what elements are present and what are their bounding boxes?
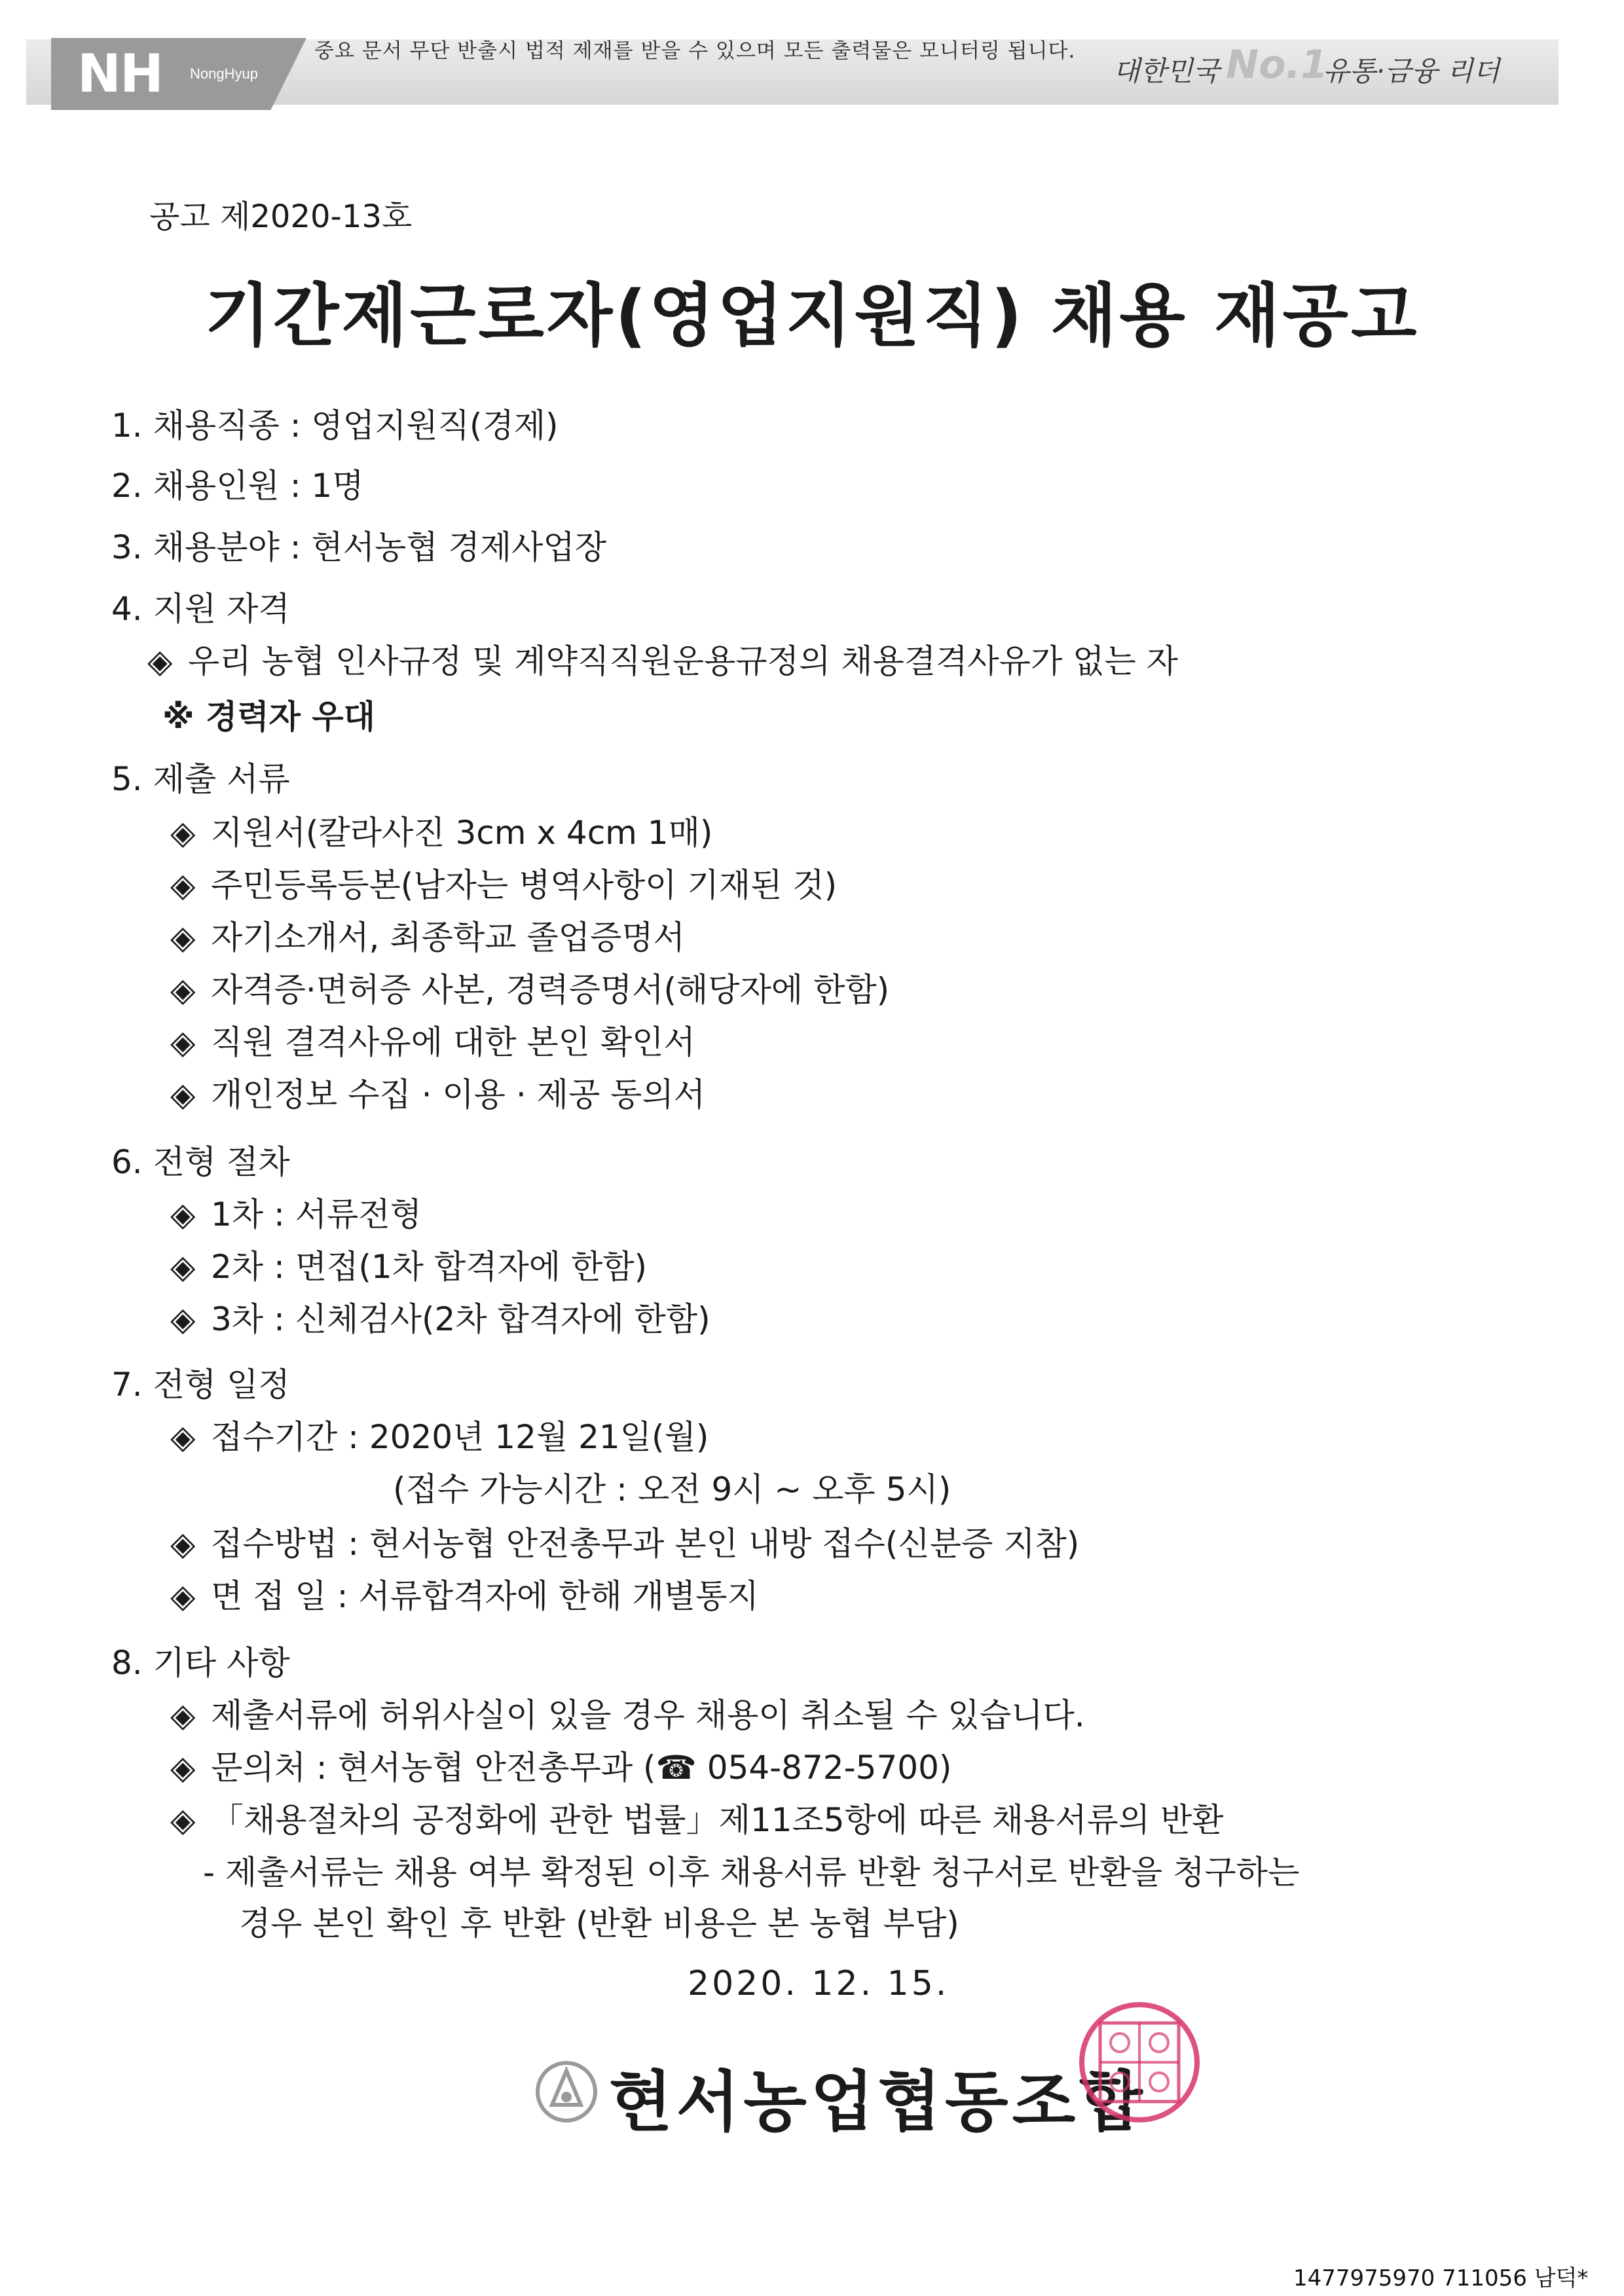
notice-number: 공고 제2020-13호 [149, 198, 413, 235]
list-item [170, 1570, 759, 1617]
list-item [170, 1689, 1085, 1736]
section-2: 2. 채용인원 : 1명 [111, 467, 364, 505]
list-item [170, 1411, 709, 1458]
diamond-bullet-icon: ◈ [170, 971, 196, 1009]
slogan-prefix: 대한민국 [1113, 55, 1220, 87]
page-title: 기간제근로자(영업지원직) 채용 재공고 [204, 276, 1420, 355]
diamond-bullet-icon: ◈ [170, 1525, 196, 1563]
experience-preferred-note: ※ 경력자 우대 [162, 698, 375, 736]
document-item: 자격증·면허증 사본, 경력증명서(해당자에 한함) [211, 971, 890, 1009]
slogan-suffix: 유통·금융 리더 [1323, 55, 1500, 87]
diamond-bullet-icon: ◈ [170, 919, 196, 957]
list-item [170, 1068, 705, 1116]
list-item [170, 911, 685, 958]
diamond-bullet-icon: ◈ [170, 1300, 196, 1338]
schedule-receipt-hours: (접수 가능시간 : 오전 9시 ~ 오후 5시) [393, 1470, 951, 1508]
list-item [170, 1188, 422, 1235]
diamond-bullet-icon: ◈ [170, 1418, 196, 1456]
section-7: 7. 전형 일정 [111, 1366, 290, 1404]
nh-logo-subtext: NongHyup [190, 65, 258, 82]
contact-info: 문의처 : 현서농협 안전총무과 (☎ 054-872-5700) [211, 1749, 952, 1787]
document-tracking-id: 1477975970 711056 남덕* [1293, 2265, 1589, 2291]
official-seal-icon [1074, 1997, 1205, 2128]
return-note-line2: 경우 본인 확인 후 반환 (반환 비용은 본 농협 부담) [239, 1904, 959, 1942]
diamond-bullet-icon: ◈ [170, 1076, 196, 1114]
other-item: 제출서류에 허위사실이 있을 경우 채용이 취소될 수 있습니다. [211, 1696, 1085, 1734]
document-item: 개인정보 수집 · 이용 · 제공 동의서 [211, 1076, 706, 1114]
diamond-bullet-icon: ◈ [170, 1749, 196, 1787]
list-item [170, 1293, 710, 1340]
schedule-receipt-method: 접수방법 : 현서농협 안전총무과 본인 내방 접수(신분증 지참) [211, 1525, 1080, 1563]
other-item: 「채용절차의 공정화에 관한 법률」제11조5항에 따른 채용서류의 반환 [211, 1801, 1224, 1839]
return-note-line1: - 제출서류는 채용 여부 확정된 이후 채용서류 반환 청구서로 반환을 청구하는 [203, 1853, 1300, 1891]
section-4: 4. 지원 자격 [111, 590, 290, 628]
schedule-receipt-period: 접수기간 : 2020년 12월 21일(월) [211, 1418, 709, 1456]
diamond-bullet-icon: ◈ [147, 642, 173, 680]
slogan-no1: No.1 [1226, 42, 1328, 88]
document-item: 지원서(칼라사진 3cm x 4cm 1매) [211, 814, 713, 852]
diamond-bullet-icon: ◈ [170, 1696, 196, 1734]
list-item [170, 964, 889, 1011]
organization-name: 현서농업협동조합 [609, 2063, 1147, 2140]
section-3: 3. 채용분야 : 현서농협 경제사업장 [111, 528, 607, 566]
list-item [170, 1741, 951, 1789]
list-item [147, 635, 1178, 682]
document-item: 주민등록등본(남자는 병역사항이 기재된 것) [211, 866, 838, 904]
document-item: 직원 결격사유에 대한 본인 확인서 [211, 1023, 695, 1061]
diamond-bullet-icon: ◈ [170, 1801, 196, 1839]
list-item [170, 1016, 695, 1063]
section-8: 8. 기타 사항 [111, 1644, 290, 1682]
diamond-bullet-icon: ◈ [170, 866, 196, 904]
diamond-bullet-icon: ◈ [170, 1023, 196, 1061]
section-6: 6. 전형 절차 [111, 1143, 290, 1181]
nonghyup-emblem-icon [534, 2059, 599, 2124]
procedure-item: 1차 : 서류전형 [211, 1195, 422, 1233]
list-item [170, 1794, 1224, 1841]
diamond-bullet-icon: ◈ [170, 814, 196, 852]
document-item: 자기소개서, 최종학교 졸업증명서 [211, 919, 685, 957]
diamond-bullet-icon: ◈ [170, 1248, 196, 1286]
schedule-interview-date: 면 접 일 : 서류합격자에 한해 개별통지 [211, 1577, 759, 1615]
diamond-bullet-icon: ◈ [170, 1195, 196, 1233]
list-item [170, 1518, 1079, 1565]
nh-logo-text: NH [77, 43, 162, 104]
list-item [170, 859, 837, 906]
issue-date: 2020. 12. 15. [688, 1964, 950, 2003]
list-item [170, 807, 712, 854]
section-1: 1. 채용직종 : 영업지원직(경제) [111, 407, 559, 445]
qualification-text: 우리 농협 인사규정 및 계약직직원운용규정의 채용결격사유가 없는 자 [188, 642, 1178, 680]
diamond-bullet-icon: ◈ [170, 1577, 196, 1615]
section-5: 5. 제출 서류 [111, 760, 290, 798]
procedure-item: 2차 : 면접(1차 합격자에 한함) [211, 1248, 648, 1286]
security-warning: 중요 문서 무단 반출시 법적 제재를 받을 수 있으며 모든 출력물은 모니터링 됩니다. [314, 39, 1076, 63]
list-item [170, 1241, 647, 1288]
procedure-item: 3차 : 신체검사(2차 합격자에 한함) [211, 1300, 710, 1338]
